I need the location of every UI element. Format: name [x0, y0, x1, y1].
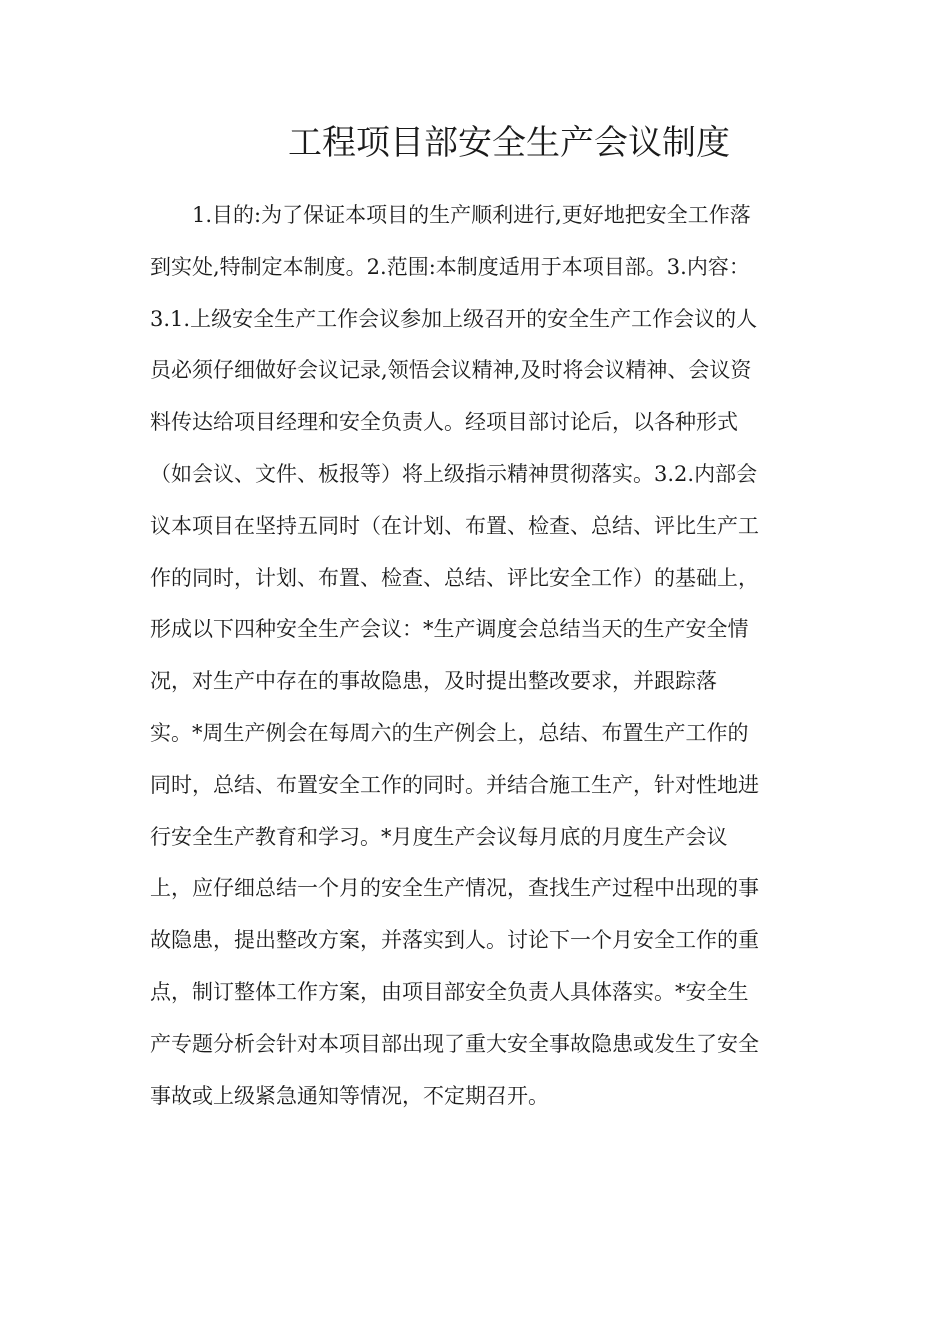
body-line: 作的同时，计划、布置、检查、总结、评比安全工作）的基础上，: [150, 565, 759, 590]
body-line: 上，应仔细总结一个月的安全生产情况，查找生产过程中出现的事: [150, 876, 759, 901]
body-line: 况，对生产中存在的事故隐患，及时提出整改要求，并跟踪落: [150, 669, 717, 694]
body-line: 料传达给项目经理和安全负责人。经项目部讨论后，以各种形式: [150, 410, 738, 435]
body-line: 3.1.上级安全生产工作会议参加上级召开的安全生产工作会议的人: [150, 306, 758, 331]
document-body: [150, 190, 800, 1122]
body-line: 实。*周生产例会在每周六的生产例会上，总结、布置生产工作的: [150, 720, 749, 745]
body-line: 点，制订整体工作方案，由项目部安全负责人具体落实。*安全生: [150, 979, 749, 1004]
document-title: 工程项目部安全生产会议制度: [288, 123, 730, 163]
body-line: 1.目的:为了保证本项目的生产顺利进行,更好地把安全工作落: [192, 203, 751, 227]
body-line: 到实处,特制定本制度。2.范围:本制度适用于本项目部。3.内容：: [150, 254, 750, 279]
body-line: 行安全生产教育和学习。*月度生产会议每月底的月度生产会议: [150, 824, 728, 849]
body-line: 员必须仔细做好会议记录,领悟会议精神,及时将会议精神、会议资: [150, 358, 752, 383]
body-line: 产专题分析会针对本项目部出现了重大安全事故隐患或发生了安全: [150, 1031, 759, 1056]
body-line: 故隐患，提出整改方案，并落实到人。讨论下一个月安全工作的重: [150, 928, 759, 953]
body-line: 议本项目在坚持五同时（在计划、布置、检查、总结、评比生产工: [150, 513, 759, 538]
body-line: （如会议、文件、板报等）将上级指示精神贯彻落实。3.2.内部会: [150, 461, 758, 486]
body-line: 事故或上级紧急通知等情况，不定期召开。: [150, 1083, 549, 1108]
body-line: 形成以下四种安全生产会议：*生产调度会总结当天的生产安全情: [150, 617, 749, 642]
body-line: 同时，总结、布置安全工作的同时。并结合施工生产，针对性地进: [150, 772, 759, 797]
